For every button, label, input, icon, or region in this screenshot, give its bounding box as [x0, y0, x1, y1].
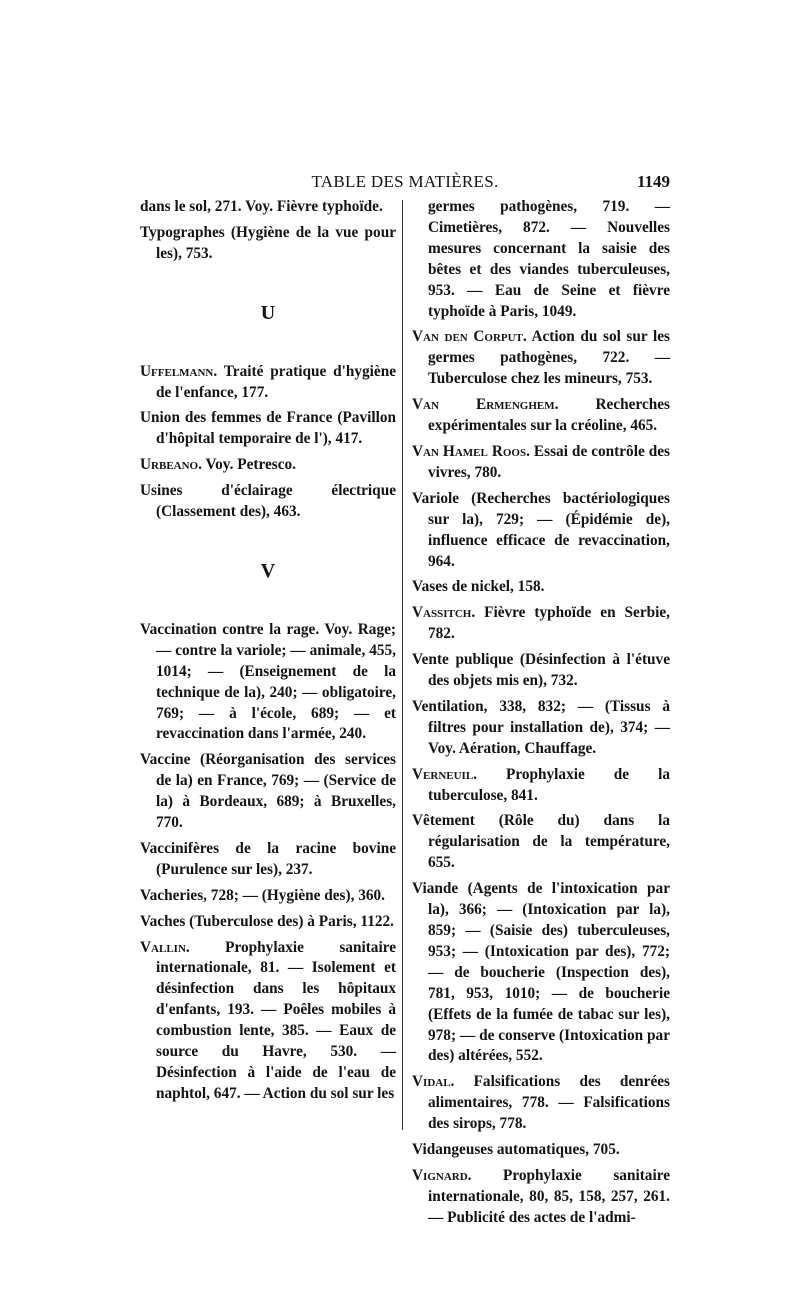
entry-text: Action du sol sur les germes pathogènes, 722. — Tuberculose chez les mineurs, 753. [428, 328, 670, 388]
index-entry [140, 455, 396, 476]
index-entry [412, 327, 670, 390]
index-entry [412, 650, 670, 692]
entry-text: Voy. Petresco. [201, 456, 296, 474]
index-entry [412, 603, 670, 645]
entry-author: Vignard. [412, 1166, 472, 1184]
entry-text: Ventilation, 338, 832; — (Tissus à filtres pour installation de), 374; — Voy. Aération, Chauffage. [412, 697, 670, 757]
index-entry [412, 1140, 670, 1161]
index-entry: Typographes (Hygiène de la vue pour les), 753. [140, 223, 396, 262]
right-column [412, 197, 670, 1234]
index-entry: dans le sol, 271. Voy. Fièvre typhoïde. [140, 198, 383, 215]
entry-text: Vidangeuses automatiques, 705. [412, 1141, 620, 1159]
entry-text: Vacheries, 728; — (Hygiène des), 360. [140, 886, 386, 904]
page-header [140, 172, 670, 196]
section-letter-u: U [260, 301, 276, 324]
index-entry [412, 811, 670, 874]
section-letter-v: V [260, 559, 276, 582]
entry-text: Traité pratique d'hygiène de l'enfance, 177. [156, 362, 396, 401]
column-divider [402, 200, 403, 1130]
entry-author: Van Ermenghem. [412, 396, 559, 414]
index-entry-continued: germes pathogènes, 719. — Cimetières, 872. — Nouvelles mesures concernant la saisie des bêtes et des viandes tuberculeuses, 953. — Eau de Seine et fièvre typhoïde à Paris, 1049. [428, 198, 670, 320]
index-entry [412, 697, 670, 760]
entry-author: Van den Corput. [412, 328, 527, 346]
entry-text: Falsifications des denrées alimentaires, 778. — Falsifications des sirops, 778. [428, 1073, 670, 1133]
entry-author: Vidal. [412, 1073, 455, 1091]
left-column [140, 197, 396, 1110]
index-entry [412, 765, 670, 807]
index-entry [412, 442, 670, 484]
index-entry [140, 938, 396, 1105]
page-number: 1149 [636, 172, 670, 191]
entry-text: Essai de contrôle des vivres, 780. [428, 442, 670, 481]
entry-author: Verneuil. [412, 765, 477, 783]
index-entry [140, 620, 396, 745]
entry-text: Vêtement (Rôle du) dans la régularisation de la température, 655. [412, 812, 670, 872]
index-entry [412, 577, 670, 598]
entry-text: Vente publique (Désinfection à l'étuve des objets mis en), 732. [412, 651, 670, 690]
entry-author: Urbeano. [140, 456, 202, 474]
index-entry [412, 1072, 670, 1135]
entry-text: Vaccinifères de la racine bovine (Purulence sur les), 237. [140, 839, 396, 878]
entry-text: Variole (Recherches bactériologiques sur la), 729; — (Épidémie de), influence efficace de revaccination, 964. [412, 489, 670, 570]
entry-text: Usines d'éclairage électrique (Classement des), 463. [140, 482, 396, 521]
entry-text: Fièvre typhoïde en Serbie, 782. [428, 604, 670, 643]
index-entry [140, 481, 396, 523]
entry-text: Viande (Agents de l'intoxication par la), 366; — (Intoxication par la), 859; — (Saisie des) tuberculeuses, 953; — (Intoxication par des), 772; — de boucherie (Inspection des), 781, 953, 1010; — de boucherie (Effets de la fumée de tabac sur les), 978; — de conserve (Intoxication par des) altérées, 552. [412, 880, 670, 1065]
index-entry [140, 750, 396, 834]
entry-author: Uffelmann. [140, 362, 218, 380]
entry-text: Prophylaxie de la tuberculose, 841. [428, 765, 670, 804]
index-entry [412, 1166, 670, 1229]
index-entry [412, 879, 670, 1067]
index-entry [412, 395, 670, 437]
entry-text: Vaccination contre la rage. Voy. Rage; — contre la variole; — animale, 455, 1014; — (Enseignement de la technique de la), 240; — obligatoire, 769; — à l'école, 689; — et revaccination dans l'armée, 240. [140, 620, 396, 743]
index-entry [140, 839, 396, 881]
page-title: TABLE DES MATIÈRES. [311, 172, 499, 191]
entry-text: Prophylaxie sanitaire internationale, 81. — Isolement et désinfection dans les hôpitaux d'enfants, 193. — Poêles mobiles à combustion lente, 385. — Eaux de source du Havre, 530. — Désinfection à l'aide de l'eau de naphtol, 647. — Action du sol sur les [156, 938, 396, 1102]
entry-text: Prophylaxie sanitaire internationale, 80, 85, 158, 257, 261. — Publicité des actes de l'admi- [428, 1166, 670, 1226]
entry-text: Vaches (Tuberculose des) à Paris, 1122. [140, 912, 394, 930]
entry-text: Vaccine (Réorganisation des services de la) en France, 769; — (Service de la) à Bordeaux, 689; à Bruxelles, 770. [140, 751, 396, 832]
entry-text: Recherches expérimentales sur la créoline, 465. [428, 396, 670, 435]
index-entry [412, 489, 670, 573]
index-entry [140, 362, 396, 404]
index-entry [140, 886, 396, 907]
index-entry [140, 912, 396, 933]
entry-author: Van Hamel Roos. [412, 442, 530, 460]
entry-author: Vallin. [140, 938, 190, 956]
index-entry [140, 408, 396, 450]
entry-text: Vases de nickel, 158. [412, 578, 545, 596]
entry-text: Union des femmes de France (Pavillon d'hôpital temporaire de l'), 417. [140, 409, 396, 448]
entry-author: Vassitch. [412, 604, 476, 622]
